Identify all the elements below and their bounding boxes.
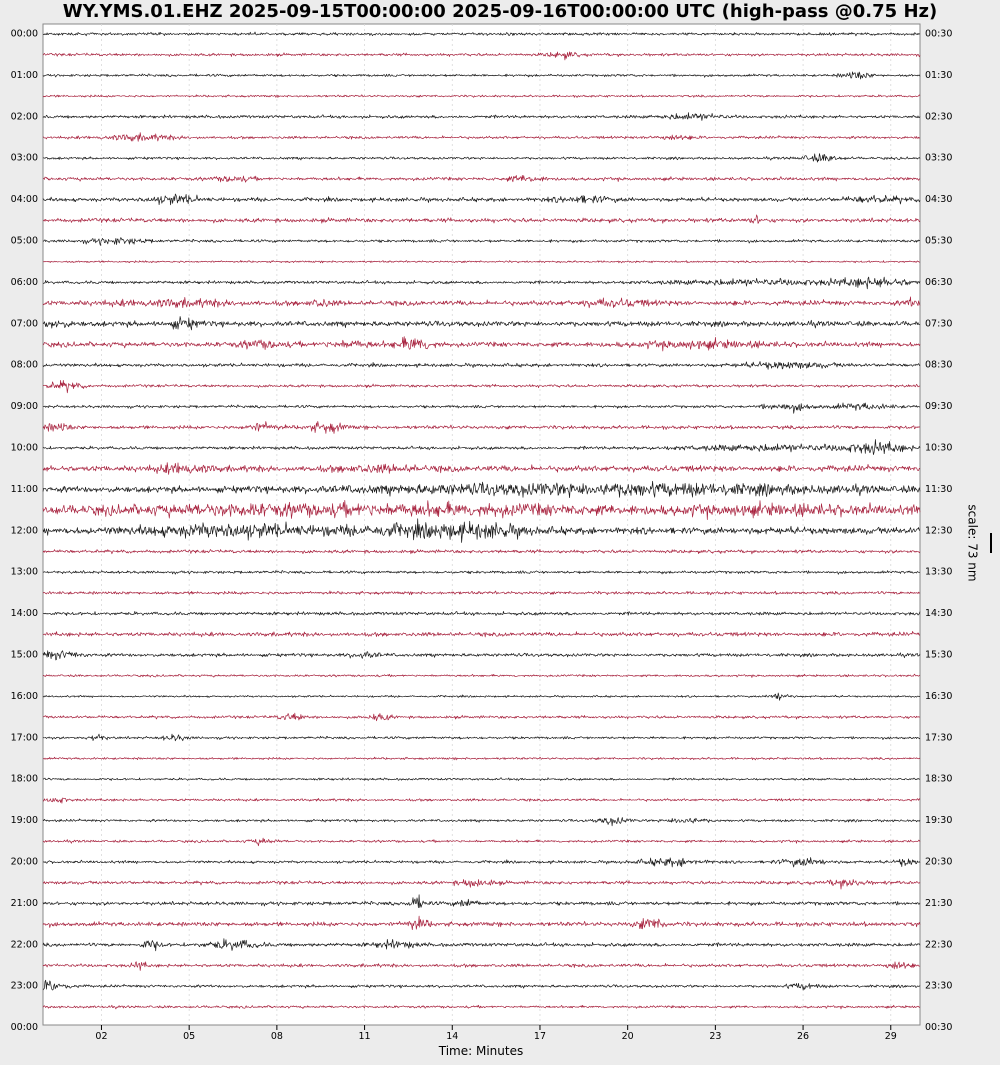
- y-label-right: 06:30: [925, 276, 953, 288]
- x-tick-label: 26: [797, 1031, 810, 1042]
- y-label-left: 21:00: [10, 897, 38, 909]
- x-tick-label: 23: [709, 1031, 722, 1042]
- y-label-right: 03:30: [925, 152, 953, 164]
- x-tick-label: 05: [183, 1031, 196, 1042]
- y-label-left: 01:00: [10, 69, 38, 81]
- y-label-right: 07:30: [925, 318, 953, 330]
- y-label-left: 10:00: [10, 442, 38, 454]
- y-label-left: 14:00: [10, 608, 38, 620]
- y-label-left: 22:00: [10, 939, 38, 951]
- y-label-left: 16:00: [10, 690, 38, 702]
- y-label-right: 18:30: [925, 773, 953, 785]
- y-label-left: 17:00: [10, 732, 38, 744]
- y-label-left: 15:00: [10, 649, 38, 661]
- y-label-left: 00:00: [10, 28, 38, 40]
- y-label-left: 05:00: [10, 235, 38, 247]
- y-label-right: 16:30: [925, 690, 953, 702]
- y-label-left: 00:00: [10, 1022, 38, 1034]
- scale-indicator: [966, 504, 992, 581]
- y-label-right: 08:30: [925, 359, 953, 371]
- y-label-right: 19:30: [925, 815, 953, 827]
- y-label-right: 00:30: [925, 1022, 953, 1034]
- y-label-left: 11:00: [10, 483, 38, 495]
- plot-area: [43, 24, 920, 1025]
- y-label-left: 23:00: [10, 980, 38, 992]
- y-label-right: 20:30: [925, 856, 953, 868]
- y-label-left: 13:00: [10, 566, 38, 578]
- y-label-right: 10:30: [925, 442, 953, 454]
- x-tick-label: 29: [884, 1031, 897, 1042]
- y-label-right: 23:30: [925, 980, 953, 992]
- x-tick-label: 17: [533, 1031, 547, 1042]
- x-tick-label: 02: [95, 1031, 108, 1042]
- y-label-right: 21:30: [925, 897, 953, 909]
- x-tick-label: 14: [446, 1031, 459, 1042]
- y-label-right: 02:30: [925, 111, 953, 123]
- y-label-left: 12:00: [10, 525, 38, 537]
- y-label-left: 02:00: [10, 111, 38, 123]
- y-label-left: 09:00: [10, 401, 38, 413]
- chart-title: WY.YMS.01.EHZ 2025-09-15T00:00:00 2025-09-16T00:00:00 UTC (high-pass @0.75 Hz): [62, 1, 938, 22]
- y-label-left: 03:00: [10, 152, 38, 164]
- y-label-left: 08:00: [10, 359, 38, 371]
- y-label-right: 13:30: [925, 566, 953, 578]
- y-label-right: 01:30: [925, 69, 953, 81]
- y-label-right: 22:30: [925, 939, 953, 951]
- scale-label: scale: 73 nm: [965, 504, 980, 582]
- y-label-right: 00:30: [925, 28, 953, 40]
- y-label-left: 19:00: [10, 815, 38, 827]
- y-label-right: 17:30: [925, 732, 953, 744]
- y-label-left: 20:00: [10, 856, 38, 868]
- y-label-right: 05:30: [925, 235, 953, 247]
- x-tick-label: 11: [358, 1031, 371, 1042]
- y-label-right: 09:30: [925, 401, 953, 413]
- x-tick-label: 20: [621, 1031, 634, 1042]
- y-label-left: 04:00: [10, 194, 38, 206]
- y-label-right: 12:30: [925, 525, 953, 537]
- y-label-right: 14:30: [925, 608, 953, 620]
- y-label-right: 15:30: [925, 649, 953, 661]
- x-axis-label: Time: Minutes: [438, 1044, 524, 1058]
- y-label-left: 06:00: [10, 276, 38, 288]
- y-label-right: 11:30: [925, 483, 953, 495]
- x-tick-label: 08: [270, 1031, 283, 1042]
- y-label-right: 04:30: [925, 194, 953, 206]
- y-label-left: 07:00: [10, 318, 38, 330]
- y-label-left: 18:00: [10, 773, 38, 785]
